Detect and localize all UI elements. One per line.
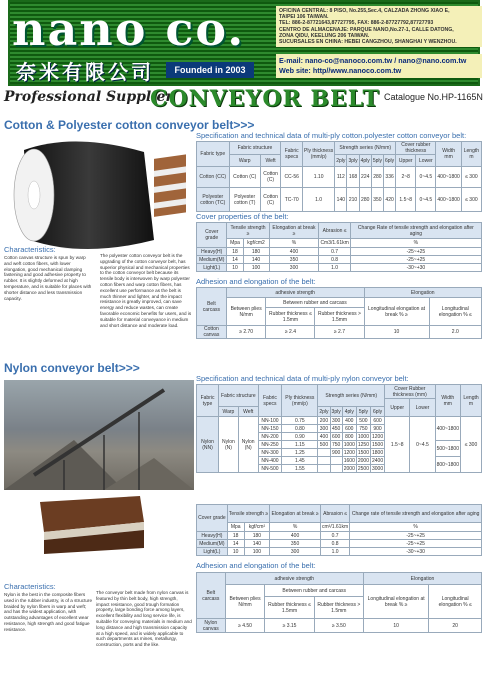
col-header: Ply thickness (mm/p) xyxy=(282,385,318,417)
cell: Nylon canvas xyxy=(197,619,226,633)
col-header: Ply thickness (mm/p) xyxy=(303,142,335,167)
cell: 2.0 xyxy=(429,326,481,339)
contact-block xyxy=(276,54,482,78)
cell: 112 xyxy=(335,167,347,188)
cell: Cotton canvas xyxy=(197,326,227,339)
cell: 18 xyxy=(227,532,244,540)
cell: ≤ 300 xyxy=(461,167,481,188)
col-header: Rubber thickness ≤ 1.5mm xyxy=(266,308,315,326)
nylon-belt-sample-image xyxy=(30,492,150,556)
cotton-spec-table xyxy=(196,141,482,212)
cell: 0.7 xyxy=(320,532,349,540)
cell xyxy=(330,465,342,473)
cotton-cover-table xyxy=(196,222,482,272)
cell: 20 xyxy=(429,619,482,633)
cell: 400 xyxy=(270,532,321,540)
col-header: Warp xyxy=(219,407,239,417)
cell: 300 xyxy=(269,264,319,272)
cell: 0~4.5 xyxy=(416,167,436,188)
cell: NN-100 xyxy=(258,417,282,425)
cell: 350 xyxy=(270,540,321,548)
cell xyxy=(330,457,342,465)
cell: 10 xyxy=(363,619,428,633)
col-header: Fabric type xyxy=(197,385,219,417)
cell: 10 xyxy=(364,326,429,339)
cell: % xyxy=(269,239,319,248)
cell: ≥ 2.70 xyxy=(226,326,266,339)
col-header: 2ply xyxy=(335,155,347,167)
cell: Light(L) xyxy=(197,548,228,556)
col-header: 6ply xyxy=(370,407,384,417)
table-row xyxy=(197,532,482,540)
cell: 200 xyxy=(319,417,329,424)
professional-supplier-label: Professional Supplier xyxy=(4,89,173,105)
cotton-characteristics-label: Characteristics: xyxy=(4,245,56,254)
cell: -25~+25 xyxy=(350,248,481,256)
col-header: Cover grade xyxy=(197,223,227,248)
cell: 14 xyxy=(227,256,243,264)
cell: Medium(M) xyxy=(197,540,228,548)
col-header: Elongation at break ≥ xyxy=(269,223,319,239)
nylon-spec-table xyxy=(196,384,482,473)
cell: 400 xyxy=(342,417,356,425)
cell: 1000 xyxy=(343,441,355,448)
col-header: adhesive strength xyxy=(226,288,364,298)
nylon-conveyor-photo xyxy=(4,380,194,490)
col-header: Warp xyxy=(229,155,260,167)
cell: 0.75 xyxy=(282,417,318,425)
col-header: Change Rate of tensile strength and elongation after aging xyxy=(350,223,481,239)
cell: Nylon (N) xyxy=(219,417,239,473)
cell: cm³/1.61km xyxy=(322,524,349,530)
nylon-cover-table xyxy=(196,504,482,556)
col-header: Lower xyxy=(410,399,435,417)
col-header: Upper xyxy=(396,155,416,167)
cell: 1.5~8 xyxy=(385,417,410,473)
cotton-characteristics-text: Cotton canvas structure is spun by warp and weft cotton fibers, with lower elongation, good mechanical clamping fastening and good adhesive property to rubber. It is slightly deformed at high temperature, and is suitable for places with shorter distance and less transmission capacity. xyxy=(4,255,92,301)
col-header: Belt carcass xyxy=(197,573,226,619)
cell: 3000 xyxy=(371,465,384,472)
col-header: 4ply xyxy=(342,407,356,417)
cell: 0~4.5 xyxy=(416,188,436,212)
cell: % xyxy=(270,523,321,532)
col-header: Fabric structure xyxy=(219,385,259,407)
col-header: Longitudinal elongation % ≤ xyxy=(429,298,481,326)
cotton-spec-title: Specification and technical data of multi-ply cotton.polyester cotton conveyor belt: xyxy=(196,131,467,140)
catalogue-number: Catalogue No.HP-1165N xyxy=(384,92,483,102)
cotton-adhesion-title: Adhesion and elongation of the belt: xyxy=(196,277,316,286)
col-header: 3ply xyxy=(347,155,359,167)
col-header: Abrasion ≤ xyxy=(319,223,350,239)
cell: 2000 xyxy=(343,465,355,472)
cell: 210 xyxy=(347,188,359,212)
cell: 2~8 xyxy=(396,167,416,188)
header-banner xyxy=(8,0,480,86)
cell: 400~1800 xyxy=(435,417,460,441)
col-header: Strength series (N/mm) xyxy=(318,385,385,407)
cell: 10 xyxy=(227,264,243,272)
cell: Nylon (NN) xyxy=(197,417,219,473)
cell: 1200 xyxy=(371,433,384,440)
col-header: Length m xyxy=(461,142,481,167)
table-row xyxy=(197,248,482,256)
cell: 140 xyxy=(244,540,270,548)
cell: 800~1800 xyxy=(435,457,460,473)
table-row xyxy=(197,326,482,339)
col-header: Weft xyxy=(260,155,280,167)
cell: 600 xyxy=(342,425,356,433)
cell: 100 xyxy=(243,264,269,272)
col-header: Rubber thickness > 1.5mm xyxy=(314,597,363,619)
cell: Cm3/1.61km xyxy=(320,240,349,246)
cell: Cotton (C) xyxy=(260,167,280,188)
cell: Light(L) xyxy=(197,264,227,272)
col-header: Rubber thickness > 1.5mm xyxy=(315,308,364,326)
col-header: 5ply xyxy=(356,407,370,417)
cell: NN-300 xyxy=(258,449,282,457)
chinese-company-name: 奈米有限公司 xyxy=(16,62,154,84)
cell: 0.80 xyxy=(282,425,318,433)
table-row xyxy=(197,188,482,212)
cell: 1200 xyxy=(343,449,355,456)
cell: 1.10 xyxy=(303,167,335,188)
table-row xyxy=(197,548,482,556)
cell: 350 xyxy=(269,256,319,264)
cell: 280 xyxy=(359,188,371,212)
cell: 400 xyxy=(319,433,329,440)
col-header: adhesive strength xyxy=(225,573,363,585)
cell: -25~+25 xyxy=(350,540,482,548)
nylon-section-heading: Nylon conveyor belt>>> xyxy=(4,361,140,375)
cell: ≥ 4.50 xyxy=(225,619,265,633)
col-header: Longitudinal elongation at break % ≥ xyxy=(363,585,428,619)
col-header: Between rubber and carcass xyxy=(266,298,364,308)
address-line: OFICINA CENTRAL: 8 PISO, No.255,Sec.4, CALZADA ZHONG XIAO E, xyxy=(279,8,450,14)
col-header: Elongation xyxy=(364,288,482,298)
col-header: Fabric structure xyxy=(229,142,281,155)
cell: 2000 xyxy=(357,457,369,464)
cell xyxy=(318,457,330,465)
cell: Cotton (C) xyxy=(229,167,260,188)
cell: ≤ 300 xyxy=(461,188,481,212)
cell: TC-70 xyxy=(281,188,303,212)
cell: Mpa xyxy=(227,523,244,532)
col-header: Fabric type xyxy=(197,142,230,167)
cell: 1.5~8 xyxy=(396,188,416,212)
cell: 300 xyxy=(331,417,341,424)
cell: Heavy(H) xyxy=(197,532,228,540)
cell: 140 xyxy=(335,188,347,212)
table-row xyxy=(197,619,482,633)
col-header: Tensile strength ≥ xyxy=(227,223,269,239)
nylon-characteristics-text: Nylon is the best in the composite fibers used in the rubber industry, is of a structure braided by nylon fibers in warp and weft; and has the widest application, with outstanding advantages of excellent wear resistance, high strength and good fatigue resistance. xyxy=(4,592,93,632)
col-header: Abrasion ≤ xyxy=(320,505,349,523)
founded-badge: Founded in 2003 xyxy=(166,62,254,78)
company-logo: nano co. xyxy=(12,2,246,56)
cell: 900 xyxy=(331,449,341,456)
cell: ≥ 3.15 xyxy=(265,619,314,633)
cell: 280 xyxy=(371,167,383,188)
cotton-adhesion-table xyxy=(196,287,482,339)
table-row xyxy=(197,540,482,548)
address-line: SUCURSALES EN CHINA: HEBEI CANGZHOU, SHANGHAI Y WENZHOU. xyxy=(279,39,457,46)
cell: kgf/cm² xyxy=(244,523,270,532)
col-header: Elongation at break ≥ xyxy=(270,505,321,523)
col-header: Upper xyxy=(385,399,410,417)
col-header: Belt carcass xyxy=(197,288,227,326)
col-header: Rubber thickness ≤ 1.5mm xyxy=(265,597,314,619)
cell: 168 xyxy=(347,167,359,188)
cell: ≥ 3.50 xyxy=(314,619,363,633)
address-line: TEL: 886-2-87721643,87727795, FAX: 886-2-87727792,87727793 xyxy=(279,20,434,27)
col-header: Longitudinal elongation % ≤ xyxy=(429,585,482,619)
cell: -30~+30 xyxy=(350,548,482,556)
cell: ≥ 2.4 xyxy=(266,326,315,339)
table-row xyxy=(197,417,482,425)
polyester-characteristics-text: The polyester cotton conveyor belt is the upgrading of the cotton conveyor belt, has superior physical and mechanical properties to the cotton conveyor belt because its tensile body is interwoven by warp polyester cotton fibers and warp cotton fibers, has excellent use performance as the belt is much thinner and lighter, and the impact resistance is greatly improved, can save energy and reduce wastes, can create favorable economic benefits for users, and is suitable for material conveyance in medium and short distance and moderate load. xyxy=(100,253,192,328)
cell: CC-56 xyxy=(281,167,303,188)
col-header: Lower xyxy=(416,155,436,167)
col-header: Weft xyxy=(238,407,258,417)
cell: 0.90 xyxy=(282,433,318,441)
col-header: Tensile strength ≥ xyxy=(227,505,269,523)
col-header: 5ply xyxy=(371,155,383,167)
cell: NN-500 xyxy=(258,465,282,473)
cell: 0.8 xyxy=(319,256,350,264)
col-header: Change rate of tensile strength and elongation after aging xyxy=(350,505,482,523)
cell: % xyxy=(350,523,482,532)
cell: 1600 xyxy=(343,457,355,464)
cell: NN-200 xyxy=(258,433,282,441)
cell: 18 xyxy=(227,248,243,256)
cell: 750 xyxy=(331,441,341,448)
col-header: Elongation xyxy=(363,573,481,585)
cell: Cotton (C) xyxy=(260,188,280,212)
col-header: Between rubber and carcass xyxy=(265,585,364,597)
cell: % xyxy=(350,239,481,248)
email-link[interactable]: E-mail: nano-co@nanoco.com.tw / nano@nano.com.tw xyxy=(279,56,467,65)
cell: 500 xyxy=(319,441,329,448)
col-header: Cover grade xyxy=(197,505,228,532)
nylon-adhesion-table xyxy=(196,572,482,633)
cell: 1500 xyxy=(371,441,384,448)
cell: 300 xyxy=(319,425,329,432)
cell: 400~1800 xyxy=(436,188,461,212)
cell: 1.0 xyxy=(303,188,335,212)
address-block xyxy=(276,6,482,47)
nylon-characteristics-label: Characteristics: xyxy=(4,582,56,591)
col-header: Between plies N/mm xyxy=(226,298,266,326)
cell: Polyester cotton (TC) xyxy=(197,188,230,212)
cell: 2500 xyxy=(357,465,369,472)
cell: -25~+25 xyxy=(350,532,482,540)
cell: 180 xyxy=(244,532,270,540)
cell: 300 xyxy=(270,548,321,556)
cell: 500~1800 xyxy=(435,441,460,457)
nylon-spec-title: Specification and technical data of multi-ply nylon conveyor belt: xyxy=(196,374,409,383)
cell: NN-400 xyxy=(258,457,282,465)
cell: kgf/cm2 xyxy=(243,239,269,248)
col-header: Width mm xyxy=(435,385,460,417)
col-header: Cover Rubber thickness (mm) xyxy=(385,385,435,399)
address-line: ZONA QIDU, KEELUNG 206 TAIWAN. xyxy=(279,32,370,39)
col-header: Strength series (N/mm) xyxy=(335,142,396,155)
col-header: Cover rubber thickness xyxy=(396,142,436,155)
cell: 0~4.5 xyxy=(410,417,435,473)
cell: 0.8 xyxy=(320,540,349,548)
cell: 2400 xyxy=(371,457,384,464)
cell: 750 xyxy=(356,425,370,433)
table-row xyxy=(197,256,482,264)
website-link[interactable]: Web site: http//www.nanoco.com.tw xyxy=(279,66,402,75)
cell xyxy=(318,449,330,457)
cell: 1500 xyxy=(357,449,369,456)
page-title: CONVEYOR BELT xyxy=(150,86,380,112)
col-header: Between plies N/mm xyxy=(225,585,265,619)
cell: 0.7 xyxy=(319,248,350,256)
col-header: Fabric specs xyxy=(258,385,282,417)
cell: 350 xyxy=(371,188,383,212)
col-header: 3ply xyxy=(331,408,341,415)
cell: 336 xyxy=(384,167,396,188)
cell: 140 xyxy=(243,256,269,264)
col-header: 2ply xyxy=(319,408,329,415)
cell: 420 xyxy=(384,188,396,212)
cell: Medium(M) xyxy=(197,256,227,264)
cell: 450 xyxy=(331,425,341,432)
col-header: Length m xyxy=(461,385,482,417)
table-row xyxy=(197,167,482,188)
col-header: Longitudinal elongation at break % ≥ xyxy=(364,298,429,326)
col-header: Fabric specs xyxy=(281,142,303,167)
cotton-cover-title: Cover properties of the belt: xyxy=(196,212,289,221)
cell: 800 xyxy=(342,433,356,441)
cell: 1800 xyxy=(371,449,384,456)
address-line: TAIPEI 106 TAIWAN. xyxy=(279,14,329,21)
cell: Polyester cotton (T) xyxy=(229,188,260,212)
table-row xyxy=(197,264,482,272)
cell: 10 xyxy=(227,548,244,556)
col-header: Width mm xyxy=(436,142,461,167)
cell: 1.0 xyxy=(320,548,349,556)
cell: 1000 xyxy=(357,433,369,440)
cell: 1.45 xyxy=(282,457,318,465)
cell: 400 xyxy=(269,248,319,256)
cell: 1.0 xyxy=(319,264,350,272)
cell: 600 xyxy=(331,433,341,440)
cell: 1.15 xyxy=(282,441,318,449)
cell: NN-250 xyxy=(258,441,282,449)
cell: Nylon (N) xyxy=(238,417,258,473)
cell: 1250 xyxy=(357,441,369,448)
cotton-section-heading: Cotton & Polyester cotton conveyor belt>>> xyxy=(4,118,255,132)
cell: 14 xyxy=(227,540,244,548)
cell: NN-150 xyxy=(258,425,282,433)
cell: ≥ 2.7 xyxy=(315,326,364,339)
cell: -25~+25 xyxy=(350,256,481,264)
nylon-adhesion-title: Adhesion and elongation of the belt: xyxy=(196,561,316,570)
cell: Heavy(H) xyxy=(197,248,227,256)
cell: 180 xyxy=(243,248,269,256)
cell xyxy=(318,465,330,473)
cell: -30~+30 xyxy=(350,264,481,272)
cell: 224 xyxy=(359,167,371,188)
cell: 900 xyxy=(370,425,384,433)
nylon-belt-characteristics-text: The conveyor belt made from nylon canvas is featured by thin belt body, high strength, impact resistance, good trough formation property, large bonding force among layers, excellent flexibility and long service life, is suitable for conveying materials in medium and long distance and high transmission capacity at a high speed, and is widely applicable to such departments as mines, metallurgy, construction, ports and the like. xyxy=(96,590,192,648)
cell: 400~1800 xyxy=(436,167,461,188)
cell: 1.25 xyxy=(282,449,318,457)
cell: ≤ 300 xyxy=(461,417,482,473)
conveyor-structure-icon xyxy=(4,380,194,490)
address-line: CENTRO DE ALMACENAJE: PARQUE NANO,No.27-1, CALLE DATONG, xyxy=(279,26,454,33)
cell: 600 xyxy=(370,417,384,425)
cotton-belt-roll-image xyxy=(4,140,194,250)
cell: 500 xyxy=(356,417,370,425)
cell: 100 xyxy=(244,548,270,556)
cell: 1.55 xyxy=(282,465,318,473)
cell: Mpa xyxy=(227,239,243,248)
cell: Cotton (CC) xyxy=(197,167,230,188)
col-header: 4ply xyxy=(359,155,371,167)
col-header: 6ply xyxy=(384,155,396,167)
